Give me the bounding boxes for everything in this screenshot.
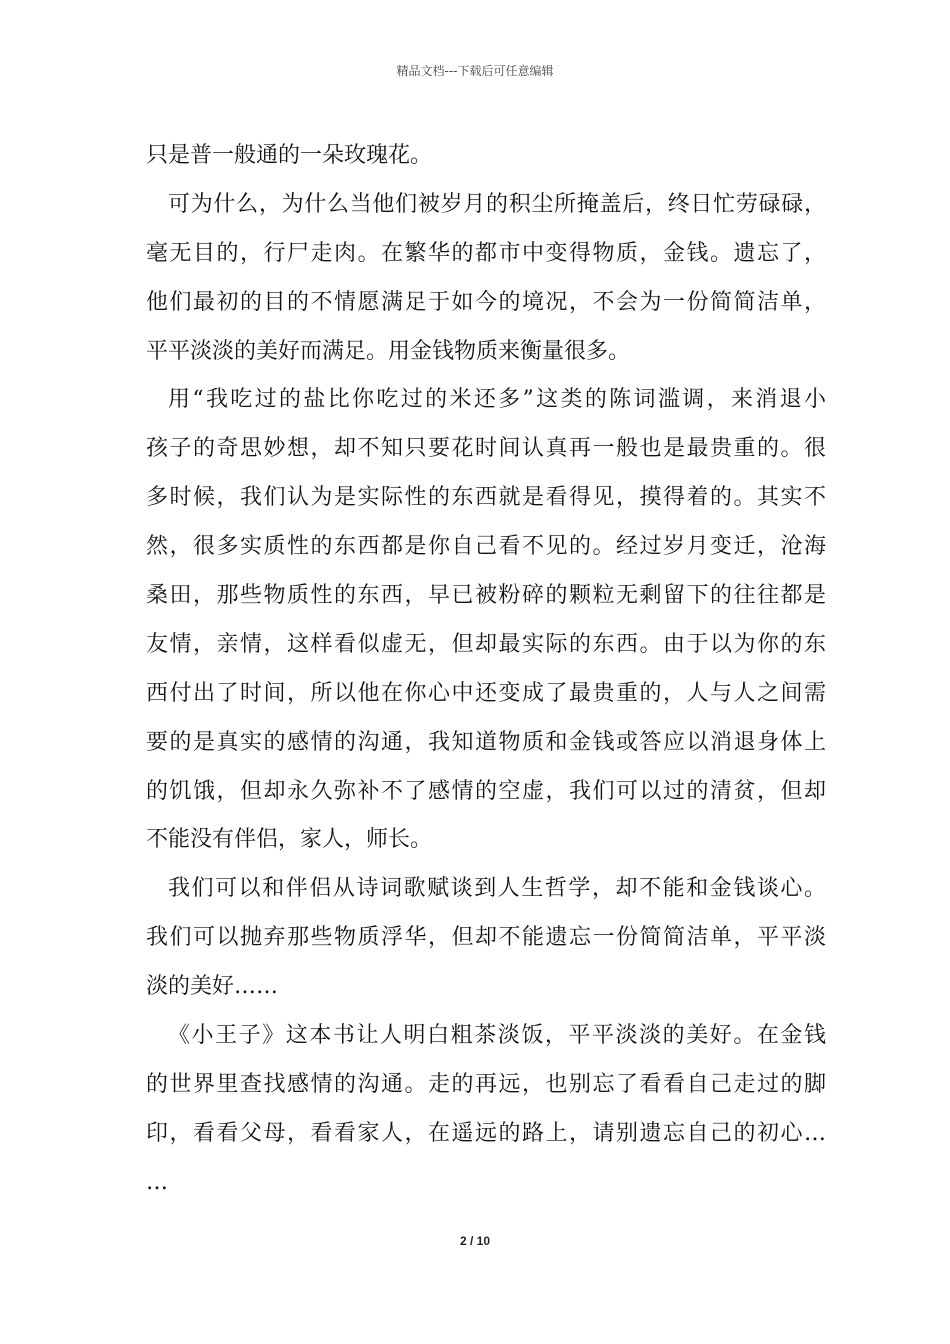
text-line: 毫无目的，行尸走肉。在繁华的都市中变得物质，金钱。遗忘了， xyxy=(146,240,826,266)
text-line: 《小王子》这本书让人明白粗茶淡饭，平平淡淡的美好。在金钱 xyxy=(168,1023,826,1049)
text-line: 印，看看父母，看看家人，在遥远的路上，请别遗忘自己的初心… xyxy=(146,1120,826,1146)
text-line: 不能没有伴侣，家人，师长。 xyxy=(146,827,433,853)
text-line: 用“我吃过的盐比你吃过的米还多”这类的陈词滥调，来消退小 xyxy=(168,387,826,413)
text-line: 桑田，那些物质性的东西，早已被粉碎的颗粒无剩留下的往往都是 xyxy=(146,583,826,609)
text-line: 我们可以和伴侣从诗词歌赋谈到人生哲学，却不能和金钱谈心。 xyxy=(168,876,826,902)
text-line: … xyxy=(146,1169,168,1195)
text-line: 要的是真实的感情的沟通，我知道物质和金钱或答应以消退身体上 xyxy=(146,729,826,755)
text-line: 我们可以抛弃那些物质浮华，但却不能遗忘一份简简洁单，平平淡 xyxy=(146,925,826,951)
text-line: 只是普一般通的一朵玫瑰花。 xyxy=(146,143,433,168)
text-line: 然，很多实质性的东西都是你自己看不见的。经过岁月变迁，沧海 xyxy=(146,534,826,560)
document-body xyxy=(146,132,826,1208)
text-line: 的世界里查找感情的沟通。走的再远，也别忘了看看自己走过的脚 xyxy=(146,1071,826,1097)
text-line: 西付出了时间，所以他在你心中还变成了最贵重的，人与人之间需 xyxy=(146,680,826,706)
text-line: 孩子的奇思妙想，却不知只要花时间认真再一般也是最贵重的。很 xyxy=(146,436,826,462)
text-line: 可为什么，为什么当他们被岁月的积尘所掩盖后，终日忙劳碌碌， xyxy=(168,191,826,217)
text-line: 友情，亲情，这样看似虚无，但却最实际的东西。由于以为你的东 xyxy=(146,631,826,657)
text-line: 淡的美好…… xyxy=(146,974,279,1000)
page-header: 精品文档---下载后可任意编辑 xyxy=(396,64,554,78)
text-line: 多时候，我们认为是实际性的东西就是看得见，摸得着的。其实不 xyxy=(146,485,826,511)
text-line: 他们最初的目的不情愿满足于如今的境况，不会为一份简简洁单， xyxy=(146,289,826,315)
text-line: 的饥饿，但却永久弥补不了感情的空虚，我们可以过的清贫，但却 xyxy=(146,778,826,804)
text-line: 平平淡淡的美好而满足。用金钱物质来衡量很多。 xyxy=(146,338,631,364)
page-number: 2 / 10 xyxy=(459,1234,491,1248)
